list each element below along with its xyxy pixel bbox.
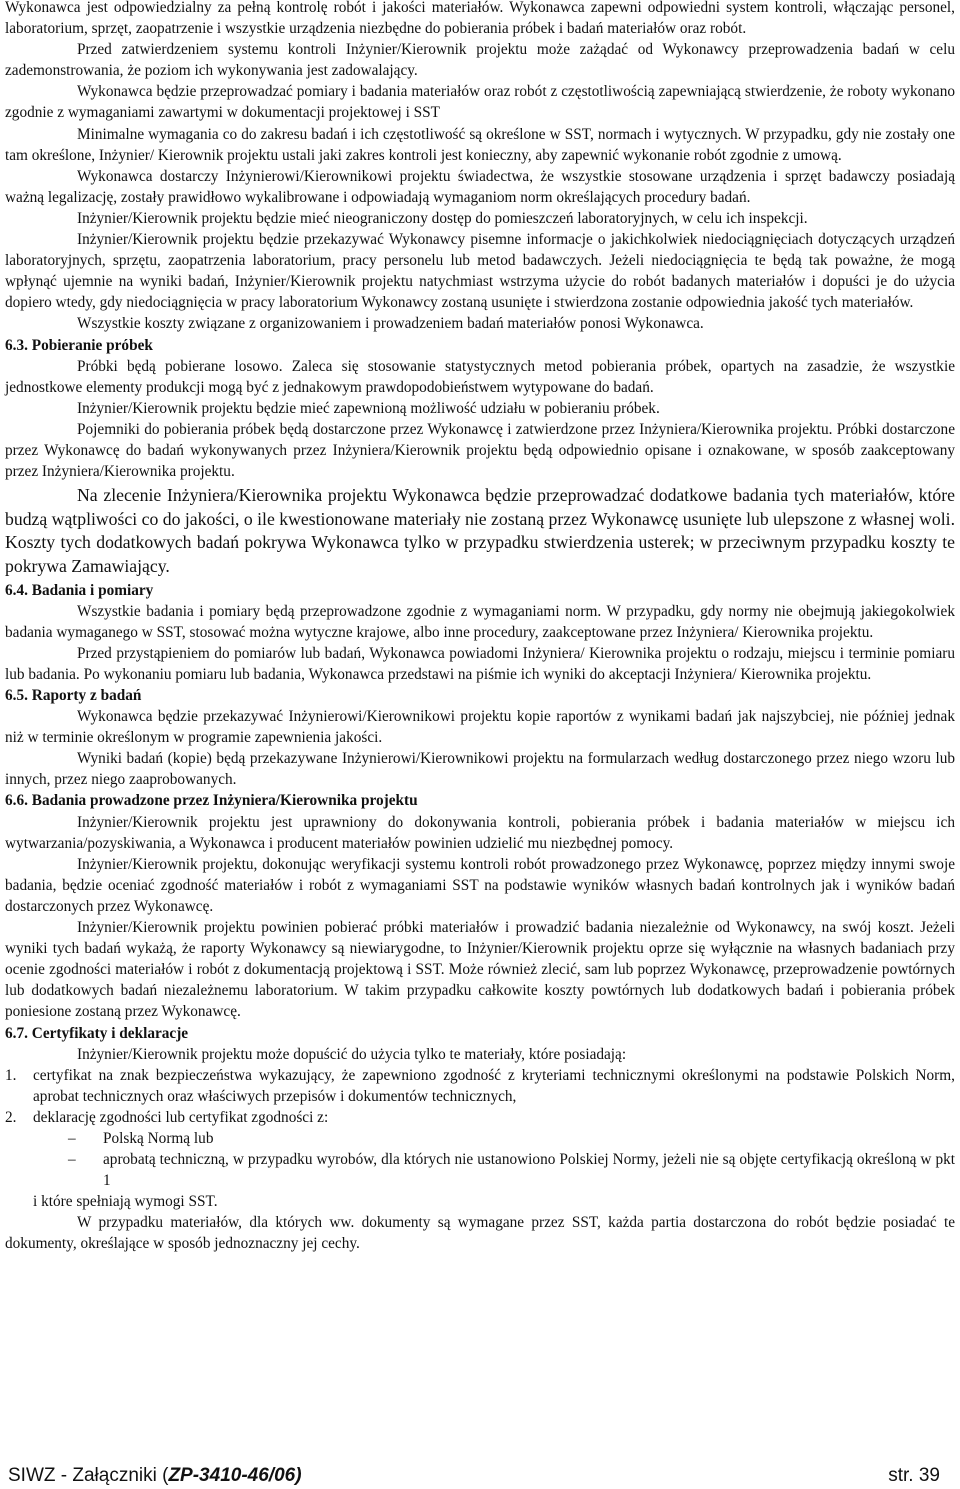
paragraph-additional-tests: Na zlecenie Inżyniera/Kierownika projektu Wykonawca będzie przeprowadzać dodatkowe badania tych materiałów, które budzą wątpliwości co do jakości, o ile kwestionowane materiały nie zostaną przez Wykonawcę usunięte lub ulepszone z własnej woli. Koszty tych dodatkowych badań pokrywa Wykonawca tylko w przypadku stwierdzenia usterek; w przeciwnym przypadku koszty te pokrywa Zamawiający. bbox=[5, 485, 955, 576]
footer-prefix: SIWZ - Załączniki ( bbox=[8, 1465, 169, 1486]
paragraph-engineer-independent: Inżynier/Kierownik projektu powinien pobierać próbki materiałów i prowadzić badania niezależnie od Wykonawcy, na swój koszt. Jeżeli wyniki tych badań wykażą, że raporty Wykonawcy są niewiarygodne, to Inżynier/Kierownik projektu oprze się wyłącznie na własnych badaniach przy ocenie zgodności materiałów i robót z dokumentacją projektową i SST. Może również zlecić, sam lub poprzez Wykonawcę, przeprowadzenie powtórnych lub dodatkowych badań niezależnemu laboratorium. W takim przypadku całkowite koszty powtórnych lub dodatkowych badań i pobierania próbek poniesione zostaną przez Wykonawcę. bbox=[5, 919, 955, 1021]
section-heading-6-4: 6.4. Badania i pomiary bbox=[5, 581, 154, 599]
section-heading-6-6: 6.6. Badania prowadzone przez Inżyniera/Kierownika projektu bbox=[5, 792, 418, 810]
paragraph-documents: W przypadku materiałów, dla których ww. dokumenty są wymagane przez SST, każda partia dostarczona do robót będzie posiadać te dokumenty, określające w sposób jednoznaczny jej cechy. bbox=[5, 1214, 955, 1253]
paragraph-engineer-entitled: Inżynier/Kierownik projektu jest uprawniony do dokonywania kontroli, pobierania próbek i badania materiałów w miejscu ich wytwarzania/pozyskiwania, a Wykonawca i producent materiałów powinien udzielić mu niezbędnej pomocy. bbox=[5, 813, 955, 852]
paragraph-tests-norms: Wszystkie badania i pomiary będą przeprowadzone zgodnie z wymaganiami norm. W przypadku, gdy normy nie obejmują jakiegokolwiek badania wymaganego w SST, stosować można wytyczne krajowe, albo inne procedury, zaakceptowane przez Inżyniera/ Kierownika projektu. bbox=[5, 602, 955, 641]
paragraph-measurements: Wykonawca będzie przeprowadzać pomiary i badania materiałów oraz robót z częstotliwością zapewniającą stwierdzenie, że roboty wykonano zgodnie z wymaganiami zawartymi w dokumentacji projektowej i SST bbox=[5, 83, 955, 122]
footer-code: ZP-3410-46/06) bbox=[168, 1465, 302, 1486]
paragraph-results-forms: Wyniki badań (kopie) będą przekazywane Inżynierowi/Kierownikowi projektu na formularzach według dostarczonego przez niego wzoru lub innych, przez niego zaaprobowanych. bbox=[5, 750, 955, 789]
paragraph-intro: Wykonawca jest odpowiedzialny za pełną kontrolę robót i jakości materiałów. Wykonawca zapewni odpowiedni system kontroli, włączając personel, laboratorium, sprzęt, zaopatrzenie i wszystkie urządzenia niezbędne do pobierania próbek i badań materiałów oraz robót. bbox=[5, 0, 955, 38]
paragraph-before-approval: Przed zatwierdzeniem systemu kontroli Inżynier/Kierownik projektu może zażądać od Wykonawcy przeprowadzenia badań w celu zademonstrowania, że poziom ich wykonywania jest zadowalający. bbox=[5, 41, 955, 80]
paragraph-minimal-requirements: Minimalne wymagania co do zakresu badań i ich częstotliwość są określone w SST, normach i wytycznych. W przypadku, gdy nie zostały one tam określone, Inżynier/ Kierownik projektu ustali jaki zakres kontroli jest konieczny, aby zapewnić wykonanie robót zgodnie z umową. bbox=[5, 125, 955, 164]
paragraph-reports: Wykonawca będzie przekazywać Inżynierowi/Kierownikowi projektu kopie raportów z wynikami badań jak najszybciej, nie później jednak niż w terminie określonym w programie zapewnienia jakości. bbox=[5, 708, 955, 747]
paragraph-engineer-verification: Inżynier/Kierownik projektu, dokonując weryfikacji systemu kontroli robót prowadzonego przez Wykonawcę, poprzez między innymi swoje badania, będzie oceniać zgodność materiałów i robót z wymaganiami SST na podstawie wyników własnych badań kontrolnych jak i wyników badań dostarczonych przez Wykonawcę. bbox=[5, 855, 955, 915]
section-heading-6-3: 6.3. Pobieranie próbek bbox=[5, 336, 153, 354]
list-item-text: deklarację zgodności lub certyfikat zgodności z: bbox=[33, 1108, 329, 1126]
list-item-text: certyfikat na znak bezpieczeństwa wykazujący, że zapewniono zgodność z kryteriami technicznymi określonymi na podstawie Polskich Norm, aprobat technicznych oraz właściwych przepisów i dokumentów technicznych, bbox=[33, 1066, 955, 1105]
page-footer bbox=[8, 1465, 940, 1489]
dash-list-item bbox=[5, 1149, 955, 1191]
dash-bullet-icon: – bbox=[68, 1129, 76, 1147]
footer-document-id bbox=[8, 1465, 302, 1487]
paragraph-deficiencies: Inżynier/Kierownik projektu będzie przekazywać Wykonawcy pisemne informacje o jakichkolwiek niedociągnięciach dotyczących urządzeń laboratoryjnych, sprzętu, zaopatrzenia laboratorium, pracy personelu lub metod badawczych. Jeżeli niedociągnięcia te będą tak poważne, że mogą wpłynąć ujemnie na wyniki badań, Inżynier/Kierownik projektu natychmiast wstrzyma użycie do robót badanych materiałów i dopuści je do użycia dopiero wtedy, gdy niedociągnięcia w pracy laboratorium Wykonawcy zostaną usunięte i stwierdzona zostanie odpowiednia jakość tych materiałów. bbox=[5, 231, 955, 312]
dash-list-item-text: aprobatą techniczną, w przypadku wyrobów, dla których nie ustanowiono Polskiej Normy, jeżeli nie są objęte certyfikacją określoną w pkt 1 bbox=[103, 1151, 955, 1190]
paragraph-before-measurement: Przed przystąpieniem do pomiarów lub badań, Wykonawca powiadomi Inżyniera/ Kierownika projektu o rodzaju, miejscu i terminie pomiaru lub badania. Po wykonaniu pomiaru lub badania, Wykonawca przedstawi na piśmie ich wyniki do akceptacji Inżyniera/ Kierownika projektu. bbox=[5, 644, 955, 683]
paragraph-lab-certificates: Wykonawca dostarczy Inżynierowi/Kierownikowi projektu świadectwa, że wszystkie stosowane urządzenia i sprzęt badawczy posiadają ważną legalizację, zostały prawidłowo wykalibrowane i odpowiadają wymaganiom norm określających procedury badań. bbox=[5, 167, 955, 206]
paragraph-sampling-participation: Inżynier/Kierownik projektu będzie mieć zapewnioną możliwość udziału w pobieraniu próbek. bbox=[77, 399, 660, 417]
section-heading-6-5: 6.5. Raporty z badań bbox=[5, 687, 142, 704]
paragraph-allowed-materials: Inżynier/Kierownik projektu może dopuścić do użycia tylko te materiały, które posiadają: bbox=[77, 1045, 627, 1063]
dash-bullet-icon: – bbox=[68, 1151, 76, 1169]
list-item-number: 2. bbox=[5, 1108, 17, 1126]
paragraph-lab-access: Inżynier/Kierownik projektu będzie mieć nieograniczony dostęp do pomieszczeń laboratoryjnych, w celu ich inspekcji. bbox=[77, 209, 808, 227]
footer-page-number: str. 39 bbox=[888, 1465, 940, 1486]
paragraph-costs: Wszystkie koszty związane z organizowaniem i prowadzeniem badań materiałów ponosi Wykonawca. bbox=[77, 315, 704, 333]
paragraph-sample-containers: Pojemniki do pobierania próbek będą dostarczone przez Wykonawcę i zatwierdzone przez Inżyniera/Kierownika projektu. Próbki dostarczone przez Wykonawcę do badań wykonywanych przez Inżyniera/Kierownik projektu będą odpowiednio opisane i oznakowane, w sposób zaakceptowany przez Inżyniera/Kierownika projektu. bbox=[5, 420, 955, 481]
section-heading-6-7: 6.7. Certyfikaty i deklaracje bbox=[5, 1024, 189, 1042]
list-item bbox=[5, 1065, 955, 1107]
dash-list-item-text: Polską Normą lub bbox=[103, 1129, 214, 1147]
dash-list-item bbox=[5, 1128, 955, 1149]
document-body bbox=[5, 0, 955, 1255]
paragraph-and-meet-requirements: i które spełniają wymogi SST. bbox=[33, 1193, 218, 1211]
paragraph-sampling-random: Próbki będą pobierane losowo. Zaleca się stosowanie statystycznych metod pobierania próbek, opartych na zasadzie, że wszystkie jednostkowe elementy produkcji mogą być z jednakowym prawdopodobieństwem wytypowane do badań. bbox=[5, 357, 955, 396]
list-item-number: 1. bbox=[5, 1066, 17, 1084]
list-item bbox=[5, 1107, 955, 1128]
